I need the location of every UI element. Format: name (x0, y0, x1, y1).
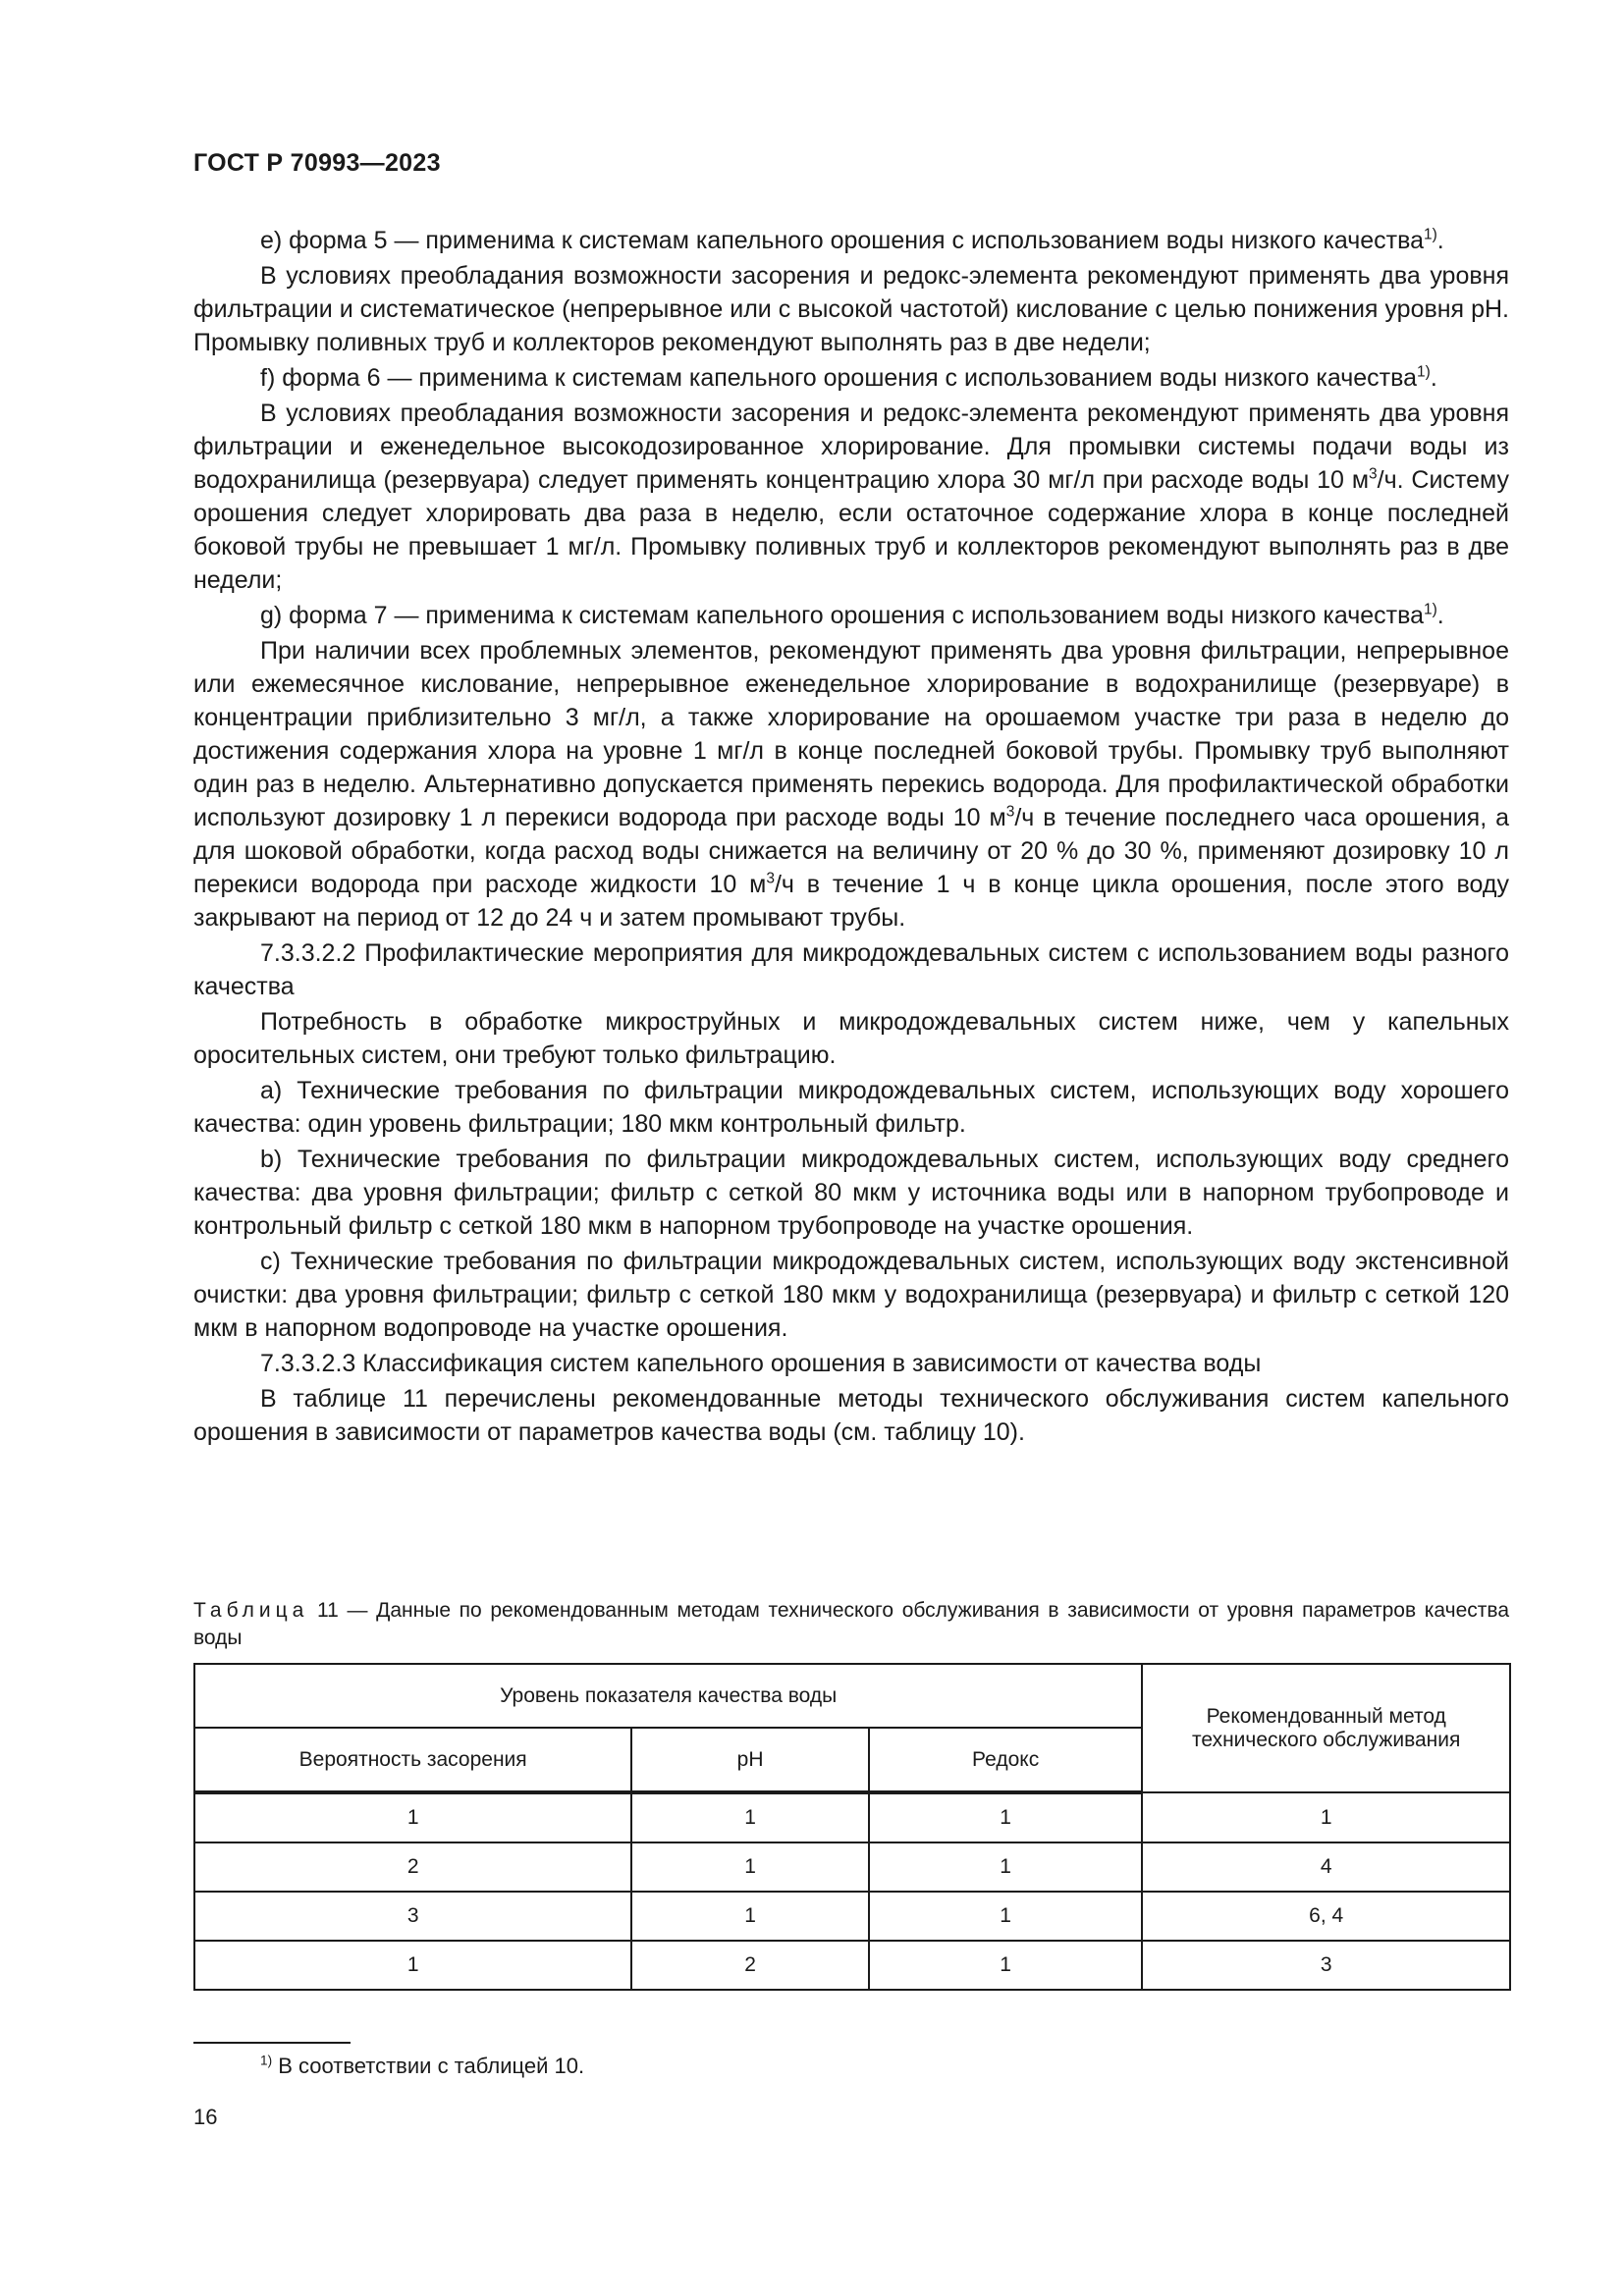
paragraph-text: В условиях преобладания возможности засорения и редокс-элемента рекомендуют применять два уровня фильтрации и систематическое (непрерывное или с высокой частотой) кислование с целью понижения уровня pH. Промывку поливных труб и коллекторов рекомендуют выполнять раз в две недели; (193, 262, 1509, 356)
table-cell: 6, 4 (1142, 1892, 1510, 1941)
table-cell: 1 (869, 1842, 1143, 1892)
table-cell: 3 (194, 1892, 631, 1941)
paragraph-text: /ч. Систему орошения следует хлорировать два раза в неделю, если остаточное содержание хлора в конце последней боковой трубы не превышает 1 мг/л. Промывку поливных труб и коллекторов рекомендуют выполнять раз в две недели; (193, 466, 1509, 594)
table-cell: 1 (869, 1792, 1143, 1842)
paragraph-text: При наличии всех проблемных элементов, рекомендуют применять два уровня фильтрации, непрерывное или ежемесячное кислование, непрерывное еженедельное хлорирование в водохранилище (резервуаре) в концентрации приблизительно 3 мг/л, а также хлорирование на орошаемом участке три раза в неделю до достижения содержания хлора на уровне 1 мг/л в конце последней боковой трубы. Промывку труб выполняют один раз в неделю. Альтернативно допускается применять перекись водорода. Для профилактической обработки используют дозировку 1 л перекиси водорода при расходе воды 10 м (193, 637, 1509, 831)
footnote-divider (193, 2042, 351, 2044)
footnote-mark: 1) (260, 2053, 273, 2068)
table-cell: 1 (631, 1892, 869, 1941)
paragraph (193, 259, 1509, 359)
superscript: 3 (1005, 803, 1015, 821)
footnote-ref: 1) (1423, 226, 1437, 243)
paragraph-item-c (193, 1245, 1509, 1345)
table-caption (193, 1597, 1509, 1652)
table-cell: 1 (631, 1792, 869, 1842)
superscript: 3 (1369, 465, 1378, 483)
paragraph-text: 7.3.3.2.3 Классификация систем капельного орошения в зависимости от качества воды (260, 1350, 1262, 1377)
table-row (194, 1941, 1510, 1990)
section-heading-7-3-3-2-2 (193, 936, 1509, 1003)
page-number: 16 (193, 2105, 218, 2129)
table-caption-label: Таблица (193, 1599, 309, 1622)
table-header-method: Рекомендованный метод технического обслуживания (1142, 1664, 1510, 1792)
table-row (194, 1792, 1510, 1842)
paragraph-text: . (1436, 602, 1444, 629)
footnote-ref: 1) (1423, 601, 1437, 618)
paragraph-text: f) форма 6 — применима к системам капельного орошения с использованием воды низкого качества (260, 364, 1418, 392)
paragraph (193, 397, 1509, 597)
paragraph-item-a (193, 1074, 1509, 1141)
paragraph-text: В таблице 11 перечислены рекомендованные методы технического обслуживания систем капельного орошения в зависимости от параметров качества воды (см. таблицу 10). (193, 1385, 1509, 1446)
main-body-text (193, 224, 1509, 1451)
paragraph-text: Потребность в обработке микроструйных и микродождевальных систем ниже, чем у капельных оросительных систем, они требуют только фильтрацию. (193, 1008, 1509, 1069)
table-cell: 4 (1142, 1842, 1510, 1892)
superscript: 3 (766, 870, 775, 887)
paragraph-text: . (1430, 364, 1437, 392)
data-table (193, 1663, 1511, 1991)
document-code-header: ГОСТ Р 70993—2023 (193, 149, 441, 177)
paragraph-text: b) Технические требования по фильтрации микродождевальных систем, использующих воду среднего качества: два уровня фильтрации; фильтр с сеткой 80 мкм у источника воды или в напорном трубопроводе и контрольный фильтр с сеткой 180 мкм в напорном трубопроводе на участке орошения. (193, 1146, 1509, 1240)
paragraph-text: /ч в течение 1 ч в конце цикла орошения, после этого воду закрывают на период от 12 до 24 ч и затем промывают трубы. (193, 871, 1509, 932)
table-row (194, 1842, 1510, 1892)
table-cell: 3 (1142, 1941, 1510, 1990)
paragraph-text: g) форма 7 — применима к системам капельного орошения с использованием воды низкого качества (260, 602, 1424, 629)
paragraph-item-b (193, 1143, 1509, 1243)
paragraph (193, 1382, 1509, 1449)
table-group-header: Уровень показателя качества воды (194, 1664, 1142, 1728)
table-header-redox: Редокс (869, 1728, 1143, 1792)
paragraph-item-g (193, 599, 1509, 632)
footnote-ref: 1) (1417, 363, 1431, 381)
paragraph-text: 7.3.3.2.2 Профилактические мероприятия для микродождевальных систем с использованием воды разного качества (193, 939, 1509, 1000)
paragraph (193, 634, 1509, 934)
table-cell: 1 (869, 1892, 1143, 1941)
section-heading-7-3-3-2-3 (193, 1347, 1509, 1380)
table-header-clogging: Вероятность засорения (194, 1728, 631, 1792)
paragraph-text: a) Технические требования по фильтрации микродождевальных систем, использующих воду хорошего качества: один уровень фильтрации; 180 мкм контрольный фильтр. (193, 1077, 1509, 1138)
table-cell: 1 (631, 1842, 869, 1892)
table-cell: 2 (631, 1941, 869, 1990)
footnote (260, 2052, 584, 2081)
paragraph-text: c) Технические требования по фильтрации микродождевальных систем, использующих воду экстенсивной очистки: два уровня фильтрации; фильтр с сеткой 180 мкм у водохранилища (резервуара) и фильтр с сеткой 120 мкм в напорном водопроводе на участке орошения. (193, 1248, 1509, 1342)
table-cell: 1 (194, 1792, 631, 1842)
table-cell: 2 (194, 1842, 631, 1892)
table-cell: 1 (194, 1941, 631, 1990)
footnote-text: В соответствии с таблицей 10. (272, 2054, 585, 2078)
paragraph-item-e (193, 224, 1509, 257)
table-cell: 1 (1142, 1792, 1510, 1842)
paragraph-text: . (1436, 227, 1444, 254)
paragraph-item-f (193, 361, 1509, 395)
table-cell: 1 (869, 1941, 1143, 1990)
paragraph-text: /ч в течение последнего часа орошения, а для шоковой обработки, когда расход воды снижается на величину от 20 % до 30 %, применяют дозировку 10 л перекиси водорода при расходе жидкости 10 м (193, 804, 1510, 898)
table-header-ph: pH (631, 1728, 869, 1792)
paragraph-text: е) форма 5 — применима к системам капельного орошения с использованием воды низкого качества (260, 227, 1424, 254)
paragraph-text: В условиях преобладания возможности засорения и редокс-элемента рекомендуют применять два уровня фильтрации и еженедельное высокодозированное хлорирование. Для промывки системы подачи воды из водохранилища (резервуара) следует применять концентрацию хлора 30 мг/л при расходе воды 10 м (193, 400, 1509, 494)
table-row (194, 1892, 1510, 1941)
paragraph (193, 1005, 1509, 1072)
table-caption-text: 11 — Данные по рекомендованным методам технического обслуживания в зависимости от уровня параметров качества воды (193, 1599, 1509, 1649)
